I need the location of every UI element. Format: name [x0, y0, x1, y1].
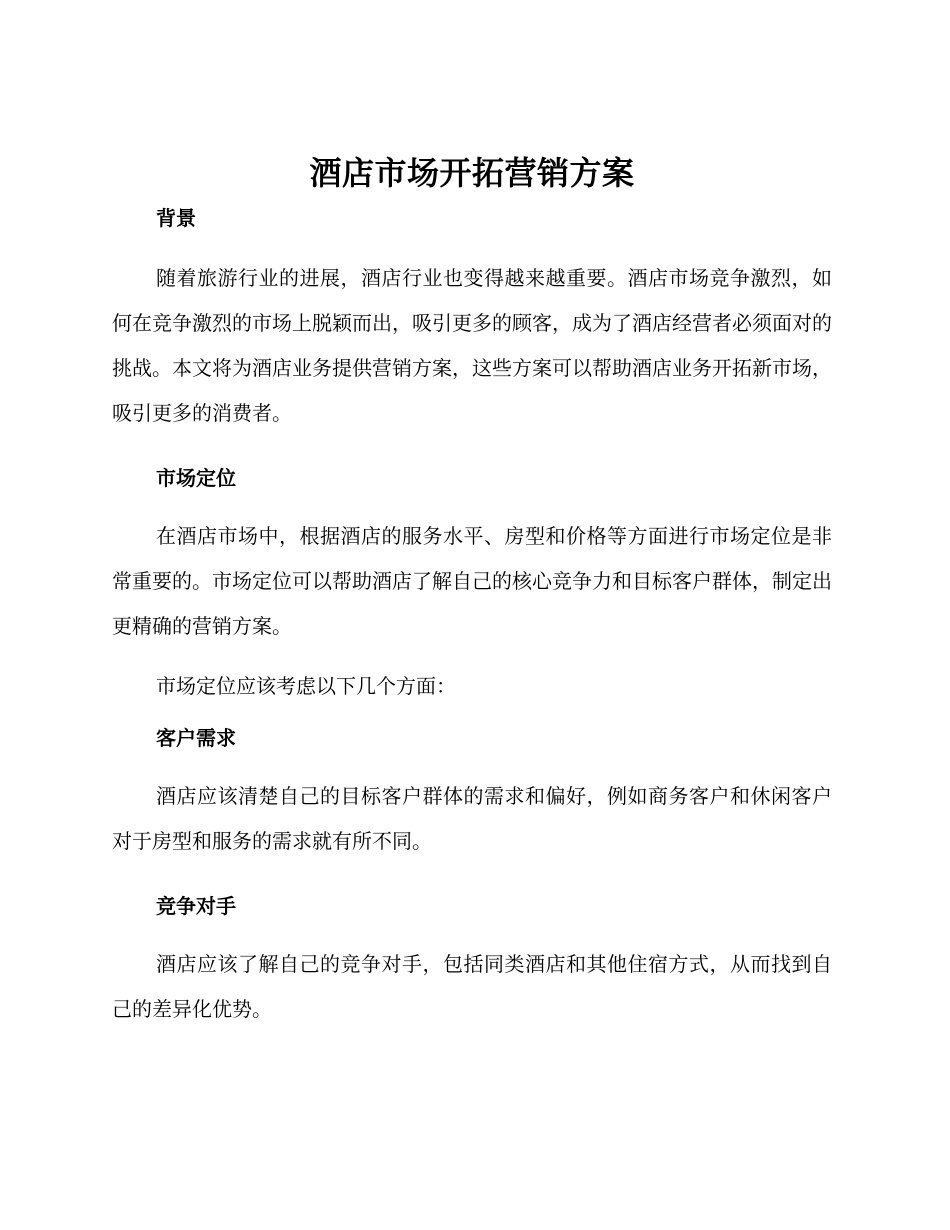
- document-body: [112, 150, 832, 1032]
- section-heading-customer-needs: 客户需求: [156, 726, 236, 750]
- section-heading-competitors: 竞争对手: [156, 894, 236, 918]
- document-title: 酒店市场开拓营销方案: [309, 154, 635, 192]
- section-heading-background: 背景: [156, 206, 196, 230]
- paragraph-positioning-considerations: 市场定位应该考虑以下几个方面：: [156, 674, 456, 698]
- paragraph-competitors: 酒店应该了解自己的竞争对手，包括同类酒店和其他住宿方式，从而找到自己的差异化优势。: [112, 952, 832, 1021]
- paragraph-customer-needs: 酒店应该清楚自己的目标客户群体的需求和偏好，例如商务客户和休闲客户对于房型和服务的需求就有所不同。: [112, 784, 832, 853]
- section-heading-market-positioning: 市场定位: [156, 466, 236, 490]
- paragraph-market-positioning: 在酒店市场中，根据酒店的服务水平、房型和价格等方面进行市场定位是非常重要的。市场定位可以帮助酒店了解自己的核心竞争力和目标客户群体，制定出更精确的营销方案。: [112, 524, 832, 638]
- paragraph-background: 随着旅游行业的进展，酒店行业也变得越来越重要。酒店市场竞争激烈，如何在竞争激烈的市场上脱颖而出，吸引更多的顾客，成为了酒店经营者必须面对的挑战。本文将为酒店业务提供营销方案，这些方案可以帮助酒店业务开拓新市场，吸引更多的消费者。: [112, 266, 832, 425]
